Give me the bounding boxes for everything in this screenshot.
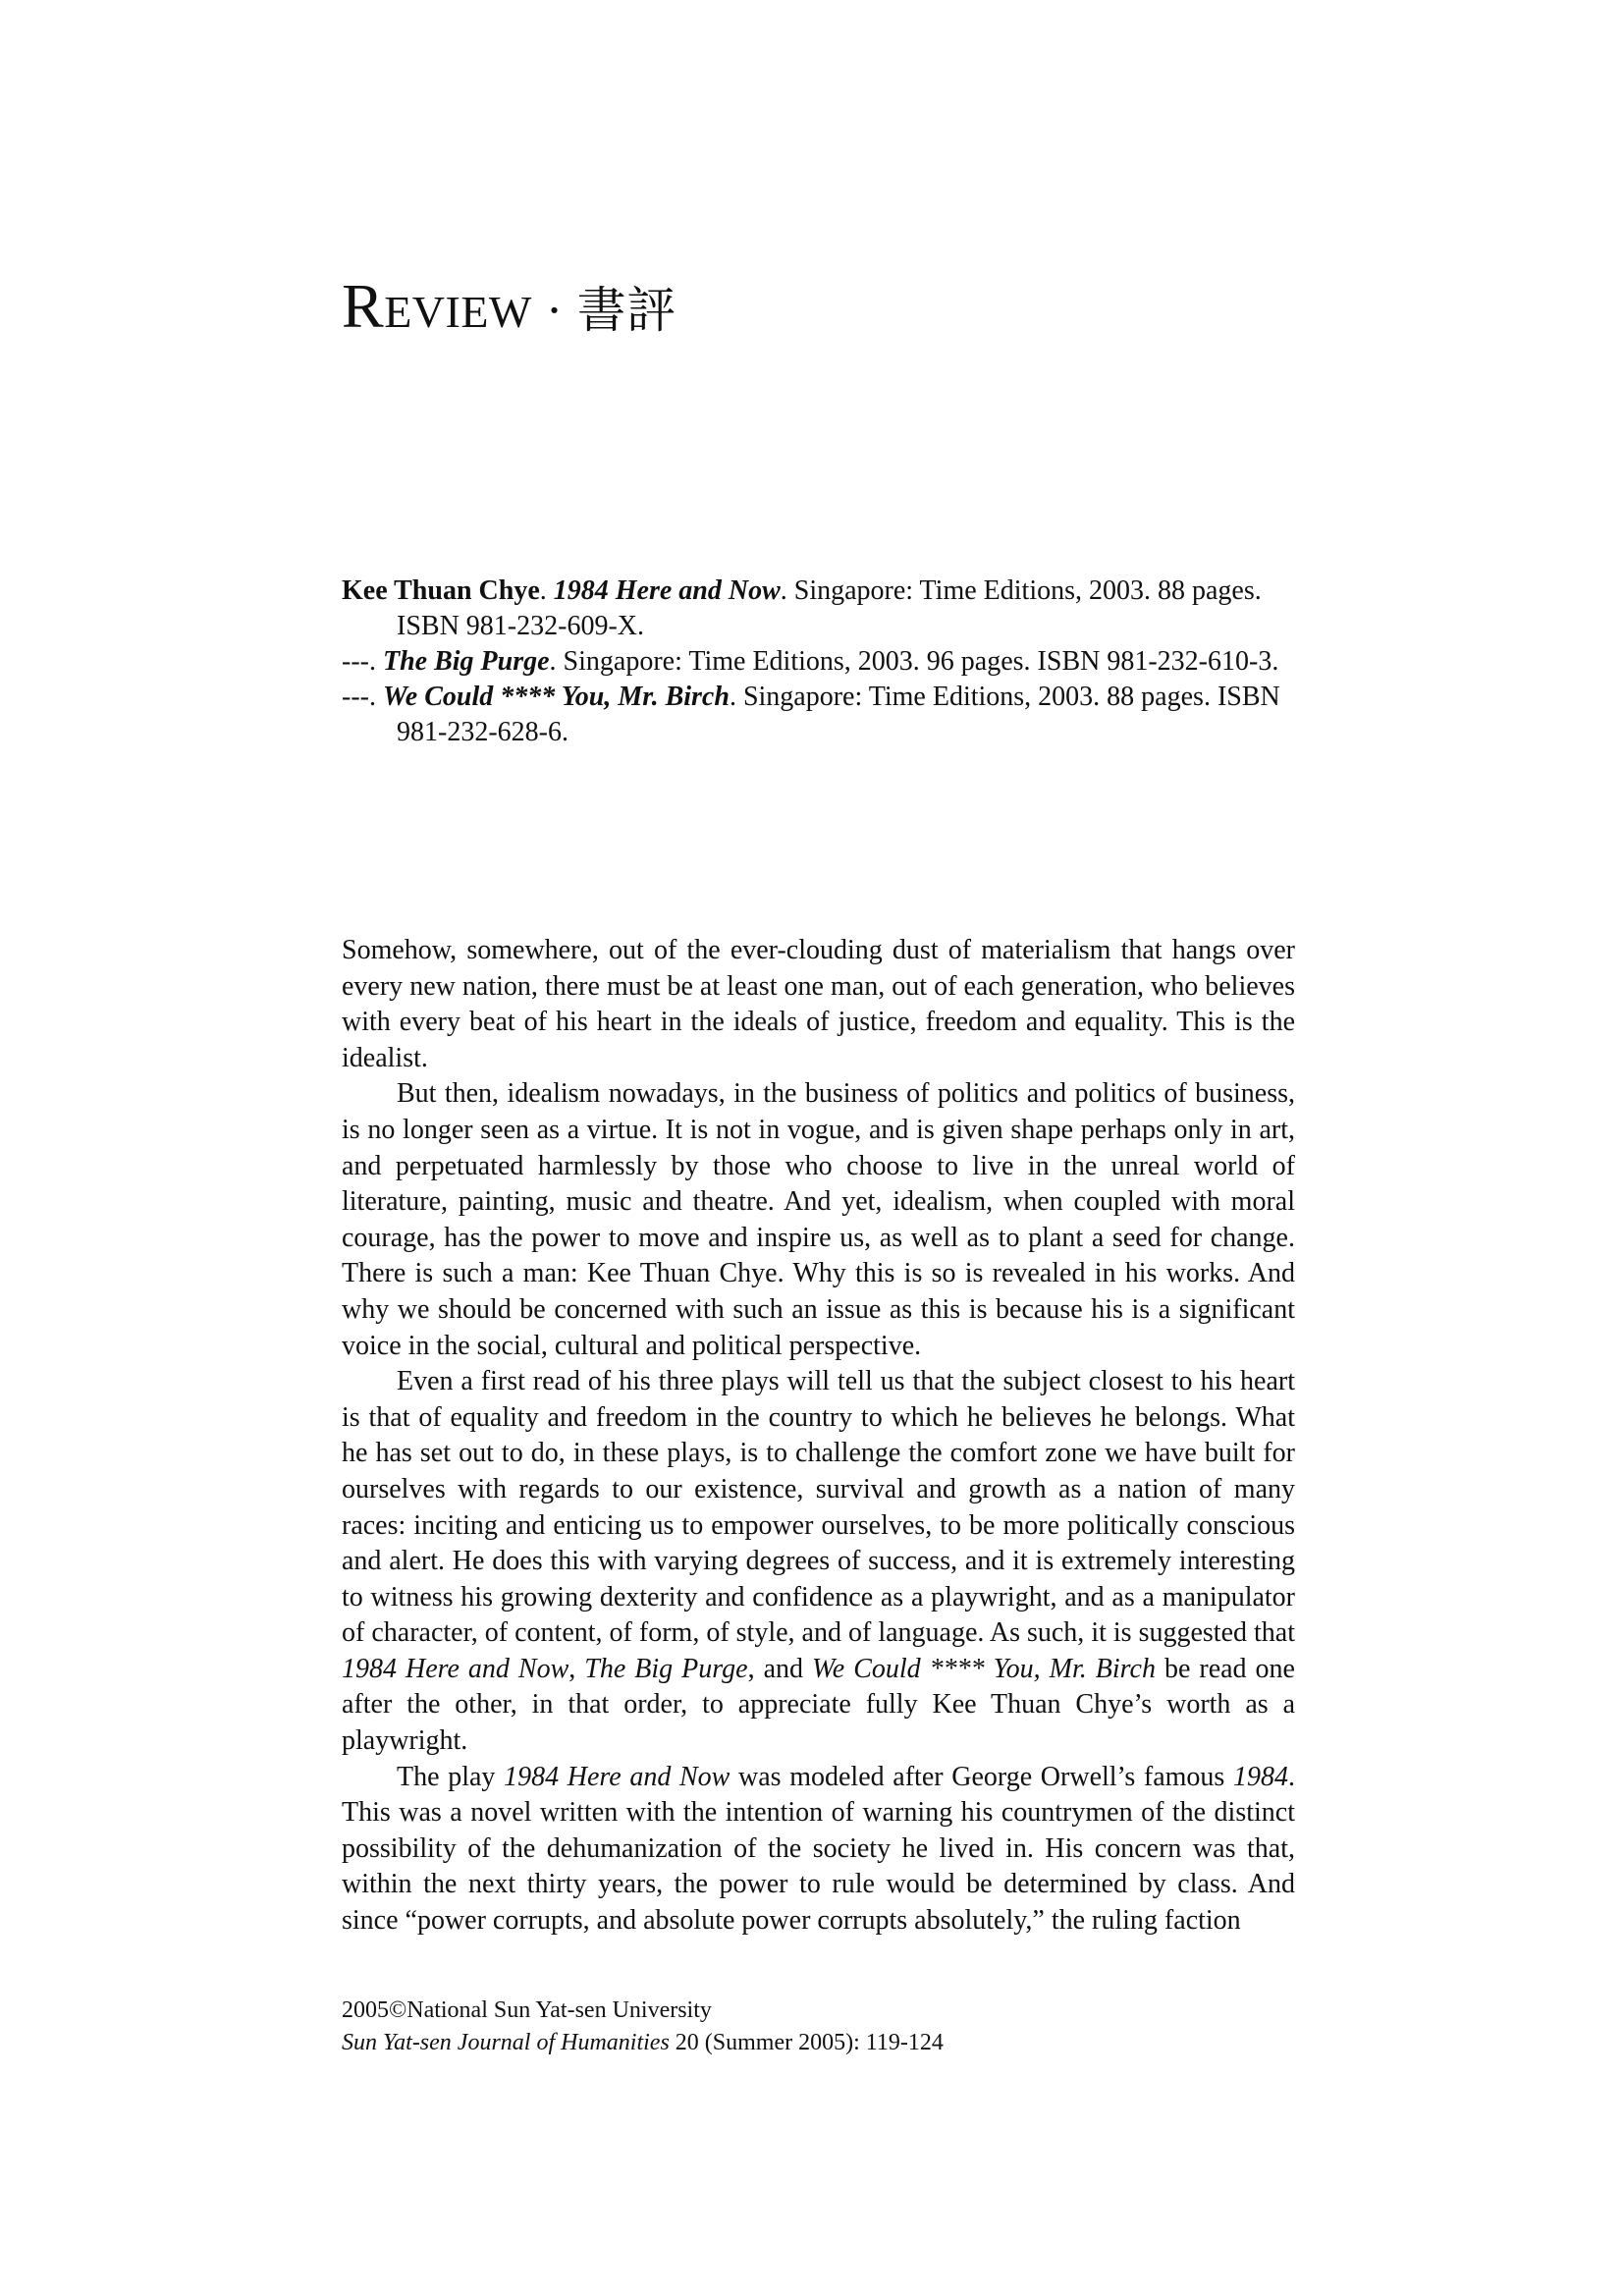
entry-author: Kee Thuan Chye xyxy=(342,575,540,606)
paragraph-text: be read one after the other, in that order, to appreciate fully Kee Thuan Chye’s worth as a playwright. xyxy=(342,1653,1295,1757)
bibliography-entry xyxy=(342,574,1284,644)
page-header xyxy=(342,271,676,344)
entry-sep: . xyxy=(539,575,554,606)
paragraph-text: was modeled after George Orwell’s famous xyxy=(730,1761,1233,1792)
paragraph-text: Even a first read of his three plays will tell us that the subject closest to his heart is that of equality and freedom in the country to which he believes he belongs. What he has set out to do, in these plays, is to challenge the comfort zone we have built for ourselves with regards to our existence, survival and growth as a nation of many races: inciting and enticing us to empower ourselves, to be more politically conscious and alert. He does this with varying degrees of success, and it is extremely interesting to witness his growing dexterity and confidence as a playwright, and as a manipulator of character, of content, of form, of style, and of language. As such, it is suggested that xyxy=(342,1366,1295,1649)
paragraph xyxy=(342,1364,1295,1760)
entry-sep: . xyxy=(368,646,383,677)
play-title: 1984 Here and Now xyxy=(342,1653,569,1684)
citation-details: 20 (Summer 2005): 119-124 xyxy=(669,2030,944,2055)
entry-book-title: 1984 Here and Now xyxy=(553,575,781,606)
paragraph-text: . This was a novel written with the intention of warning his countrymen of the distinct possibility of the dehumanization of the society he lived in. His concern was that, within the next thirty years, the power to rule would be determined by class. And since “power corrupts, and absolute power corrupts absolutely,” the ruling faction xyxy=(342,1761,1295,1937)
play-title: We Could **** You, Mr. Birch xyxy=(812,1653,1156,1684)
paragraph: But then, idealism nowadays, in the business of politics and politics of business, is no longer seen as a virtue. It is not in vogue, and is given shape perhaps only in art, and perpetuated harmlessly by those who choose to live in the unreal world of literature, painting, music and theatre. And yet, idealism, when coupled with moral courage, has the power to move and inspire us, as well as to plant a seed for change. There is such a man: Kee Thuan Chye. Why this is so is revealed in his works. And why we should be concerned with such an issue as this is because his is a significant voice in the social, cultural and political perspective. xyxy=(342,1078,1295,1361)
paragraph-text: , xyxy=(568,1653,585,1684)
header-title-cjk: 書評 xyxy=(576,282,676,339)
page-footer xyxy=(342,1995,944,2059)
entry-book-title: We Could **** You, Mr. Birch xyxy=(382,682,730,712)
paragraph: Somehow, somewhere, out of the ever-clouding dust of materialism that hangs over every new nation, there must be at least one man, out of each generation, who believes with every beat of his heart in the ideals of justice, freedom and equality. This is the idealist. xyxy=(342,935,1295,1073)
bibliography-entry xyxy=(342,644,1284,680)
entry-details: . Singapore: Time Editions, 2003. 96 pages. ISBN 981-232-610-3. xyxy=(549,646,1279,677)
header-title-rest: EVIEW xyxy=(384,287,532,337)
entry-details: . Singapore: Time Editions, 2003. 88 pages. ISBN 981-232-628-6. xyxy=(397,682,1280,747)
play-title: The Big Purge xyxy=(584,1653,748,1684)
copyright-line: 2005©National Sun Yat-sen University xyxy=(342,1997,712,2023)
journal-name: Sun Yat-sen Journal of Humanities xyxy=(342,2030,670,2055)
paragraph-text: The play xyxy=(397,1761,505,1792)
review-body xyxy=(342,933,1295,1940)
novel-title: 1984 xyxy=(1233,1761,1288,1792)
paragraph-text: , and xyxy=(747,1653,813,1684)
header-separator: · xyxy=(545,283,564,339)
paragraph xyxy=(342,1760,1295,1940)
play-title: 1984 Here and Now xyxy=(504,1761,730,1792)
header-title-initial: R xyxy=(342,271,385,341)
citation-line xyxy=(342,2027,944,2059)
entry-sep: . xyxy=(368,682,383,712)
bibliography-entry xyxy=(342,680,1284,750)
entry-author: --- xyxy=(342,682,369,712)
entry-details: . Singapore: Time Editions, 2003. 88 pages. ISBN 981-232-609-X. xyxy=(397,575,1262,641)
bibliography xyxy=(342,574,1284,750)
entry-book-title: The Big Purge xyxy=(382,646,550,677)
entry-author: --- xyxy=(342,646,369,677)
